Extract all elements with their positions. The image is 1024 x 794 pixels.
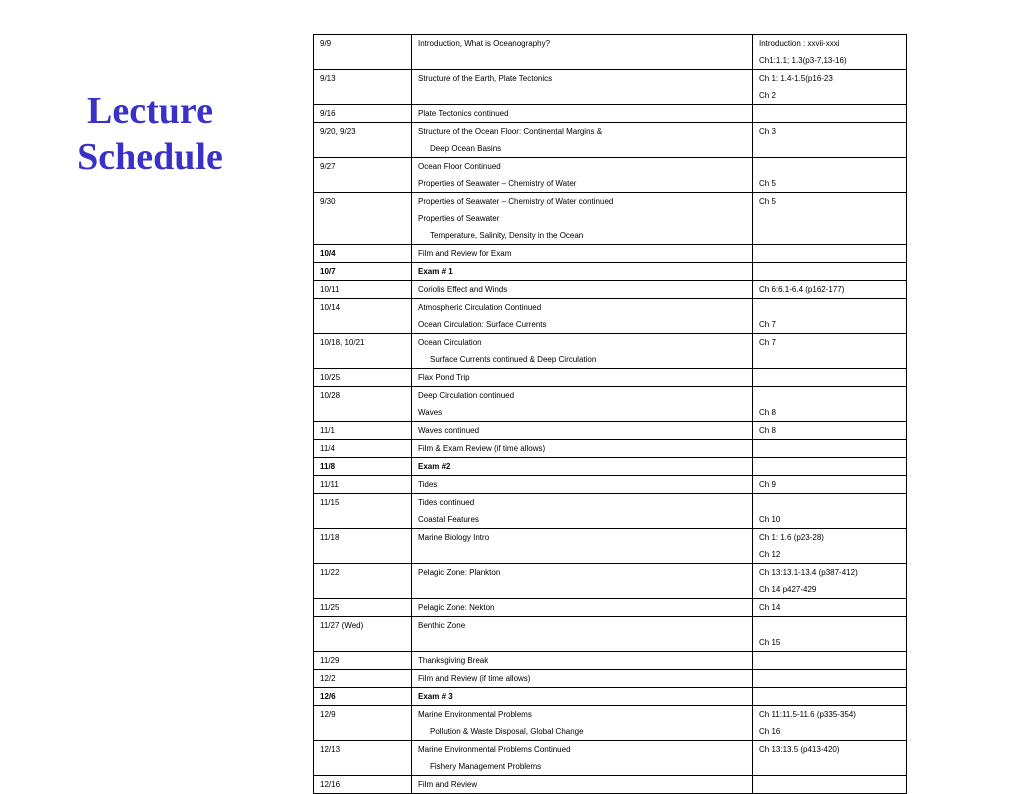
table-row <box>314 193 907 245</box>
topic-cell <box>412 776 753 794</box>
date-cell: 10/25 <box>314 369 412 387</box>
topic-line: Ocean Circulation <box>418 338 482 347</box>
topic-cell <box>412 422 753 440</box>
reading-cell <box>753 123 907 158</box>
topic-cell <box>412 688 753 706</box>
page-title-line2: Schedule <box>77 136 223 178</box>
table-row <box>314 158 907 193</box>
reading-cell <box>753 281 907 299</box>
date-cell: 11/29 <box>314 652 412 670</box>
date-cell: 11/27 (Wed) <box>314 617 412 652</box>
date-cell: 11/4 <box>314 440 412 458</box>
reading-line: Ch 14 <box>759 603 781 612</box>
topic-line: Deep Ocean Basins <box>430 144 502 153</box>
reading-line: Ch 10 <box>759 515 781 524</box>
topic-cell <box>412 105 753 123</box>
reading-line <box>759 617 906 634</box>
reading-cell <box>753 35 907 70</box>
topic-line: Deep Circulation continued <box>418 391 515 400</box>
reading-cell <box>753 387 907 422</box>
topic-line: Structure of the Earth, Plate Tectonics <box>418 74 553 83</box>
date-cell: 11/22 <box>314 564 412 599</box>
topic-cell <box>412 123 753 158</box>
reading-line: Ch 1: 1.4-1.5(p16-23 <box>759 74 833 83</box>
topic-line: Properties of Seawater – Chemistry of Water <box>418 179 577 188</box>
reading-cell <box>753 776 907 794</box>
table-row <box>314 70 907 105</box>
date-cell: 12/6 <box>314 688 412 706</box>
table-row <box>314 670 907 688</box>
topic-cell <box>412 70 753 105</box>
table-row <box>314 776 907 794</box>
reading-cell <box>753 105 907 123</box>
reading-line: Ch 2 <box>759 91 776 100</box>
topic-line: Waves <box>418 408 443 417</box>
date-cell: 11/1 <box>314 422 412 440</box>
table-row <box>314 440 907 458</box>
topic-line: Pelagic Zone: Plankton <box>418 568 501 577</box>
reading-line: Ch 16 <box>759 727 781 736</box>
reading-line <box>759 369 906 386</box>
date-cell: 10/4 <box>314 245 412 263</box>
reading-cell <box>753 158 907 193</box>
reading-cell <box>753 263 907 281</box>
topic-line: Thanksgiving Break <box>418 656 489 665</box>
date-cell: 12/9 <box>314 706 412 741</box>
topic-line: Structure of the Ocean Floor: Continental Margins & <box>418 127 603 136</box>
reading-cell <box>753 334 907 369</box>
topic-line: Benthic Zone <box>418 621 466 630</box>
date-cell: 12/2 <box>314 670 412 688</box>
table-row <box>314 299 907 334</box>
table-row <box>314 281 907 299</box>
table-row <box>314 494 907 529</box>
reading-cell <box>753 458 907 476</box>
reading-line <box>759 263 906 280</box>
topic-cell <box>412 599 753 617</box>
page-title-line1: Lecture <box>87 90 213 132</box>
table-row <box>314 245 907 263</box>
reading-cell <box>753 564 907 599</box>
table-row <box>314 529 907 564</box>
reading-cell <box>753 299 907 334</box>
topic-line: Exam # 1 <box>418 267 453 276</box>
reading-cell <box>753 369 907 387</box>
topic-line: Surface Currents continued & Deep Circulation <box>430 355 597 364</box>
reading-line: Ch 15 <box>759 638 781 647</box>
reading-line: Ch1:1.1; 1.3(p3-7,13-16) <box>759 56 847 65</box>
topic-cell <box>412 245 753 263</box>
table-row <box>314 123 907 158</box>
date-cell: 12/16 <box>314 776 412 794</box>
date-cell: 10/11 <box>314 281 412 299</box>
topic-cell <box>412 263 753 281</box>
topic-cell <box>412 193 753 245</box>
topic-line: Film and Review for Exam <box>418 249 512 258</box>
reading-cell <box>753 706 907 741</box>
reading-line: Ch 9 <box>759 480 776 489</box>
reading-cell <box>753 688 907 706</box>
topic-line: Marine Biology Intro <box>418 533 490 542</box>
reading-line: Ch 1: 1.6 (p23-28) <box>759 533 824 542</box>
table-row <box>314 617 907 652</box>
date-cell: 10/18, 10/21 <box>314 334 412 369</box>
topic-line: Pollution & Waste Disposal, Global Change <box>430 727 584 736</box>
date-cell: 11/11 <box>314 476 412 494</box>
reading-cell <box>753 617 907 652</box>
table-row <box>314 564 907 599</box>
table-row <box>314 35 907 70</box>
date-cell: 12/13 <box>314 741 412 776</box>
reading-line: Ch 8 <box>759 426 776 435</box>
topic-line: Flax Pond Trip <box>418 373 470 382</box>
table-row <box>314 263 907 281</box>
topic-cell <box>412 617 753 652</box>
date-cell: 9/16 <box>314 105 412 123</box>
reading-line <box>759 652 906 669</box>
reading-line <box>759 670 906 687</box>
table-row <box>314 741 907 776</box>
reading-line <box>759 776 906 793</box>
table-row <box>314 652 907 670</box>
topic-cell <box>412 476 753 494</box>
reading-line <box>759 688 906 705</box>
topic-cell <box>412 458 753 476</box>
topic-line: Marine Environmental Problems Continued <box>418 745 571 754</box>
topic-line: Properties of Seawater – Chemistry of Water continued <box>418 197 614 206</box>
date-cell: 11/8 <box>314 458 412 476</box>
reading-line: Ch 3 <box>759 127 776 136</box>
table-row <box>314 369 907 387</box>
reading-line: Ch 6:6.1-6.4 (p162-177) <box>759 285 845 294</box>
table-row <box>314 387 907 422</box>
reading-line: Ch 7 <box>759 320 776 329</box>
reading-line <box>759 158 906 175</box>
reading-line: Ch 5 <box>759 179 776 188</box>
reading-cell <box>753 440 907 458</box>
reading-line <box>759 494 906 511</box>
topic-cell <box>412 706 753 741</box>
reading-cell <box>753 476 907 494</box>
topic-line: Marine Environmental Problems <box>418 710 532 719</box>
schedule-table <box>313 34 907 794</box>
topic-line: Waves continued <box>418 426 480 435</box>
topic-cell <box>412 670 753 688</box>
date-cell: 10/14 <box>314 299 412 334</box>
topic-line: Exam #2 <box>418 462 451 471</box>
date-cell: 11/15 <box>314 494 412 529</box>
table-row <box>314 458 907 476</box>
reading-line <box>759 440 906 457</box>
topic-cell <box>412 652 753 670</box>
reading-cell <box>753 245 907 263</box>
topic-cell <box>412 440 753 458</box>
topic-line: Coriolis Effect and Winds <box>418 285 508 294</box>
reading-cell <box>753 599 907 617</box>
topic-line: Temperature, Salinity, Density in the Ocean <box>430 231 584 240</box>
table-row <box>314 105 907 123</box>
reading-line <box>759 105 906 122</box>
reading-cell <box>753 670 907 688</box>
topic-line: Plate Tectonics continued <box>418 109 509 118</box>
reading-cell <box>753 494 907 529</box>
topic-cell <box>412 741 753 776</box>
table-row <box>314 422 907 440</box>
topic-cell <box>412 299 753 334</box>
reading-cell <box>753 193 907 245</box>
topic-cell <box>412 281 753 299</box>
page-title <box>40 88 260 180</box>
topic-line: Pelagic Zone: Nekton <box>418 603 495 612</box>
reading-line: Ch 14 p427-429 <box>759 585 817 594</box>
date-cell: 10/7 <box>314 263 412 281</box>
reading-line: Introduction : xxvii-xxxi <box>759 39 840 48</box>
reading-line: Ch 11:11.5-11.6 (p335-354) <box>759 710 856 719</box>
table-row <box>314 706 907 741</box>
reading-cell <box>753 70 907 105</box>
reading-cell <box>753 741 907 776</box>
date-cell: 9/9 <box>314 35 412 70</box>
topic-line: Fishery Management Problems <box>430 762 542 771</box>
topic-line: Tides continued <box>418 498 475 507</box>
reading-cell <box>753 529 907 564</box>
topic-line: Properties of Seawater <box>418 214 500 223</box>
table-row <box>314 599 907 617</box>
date-cell: 11/18 <box>314 529 412 564</box>
topic-line: Tides <box>418 480 438 489</box>
table-row <box>314 334 907 369</box>
table-row <box>314 476 907 494</box>
topic-line: Atmospheric Circulation Continued <box>418 303 542 312</box>
reading-line: Ch 13:13.5 (p413-420) <box>759 745 840 754</box>
reading-cell <box>753 422 907 440</box>
topic-line: Film & Exam Review (if time allows) <box>418 444 546 453</box>
date-cell: 10/28 <box>314 387 412 422</box>
topic-cell <box>412 387 753 422</box>
reading-line: Ch 7 <box>759 338 776 347</box>
topic-cell <box>412 334 753 369</box>
topic-cell <box>412 158 753 193</box>
reading-cell <box>753 652 907 670</box>
topic-cell <box>412 564 753 599</box>
reading-line: Ch 12 <box>759 550 781 559</box>
topic-cell <box>412 369 753 387</box>
reading-line <box>759 458 906 475</box>
reading-line: Ch 8 <box>759 408 776 417</box>
date-cell: 11/25 <box>314 599 412 617</box>
topic-line: Ocean Circulation: Surface Currents <box>418 320 547 329</box>
topic-line: Film and Review (if time allows) <box>418 674 531 683</box>
date-cell: 9/30 <box>314 193 412 245</box>
reading-line <box>759 245 906 262</box>
topic-line: Exam # 3 <box>418 692 453 701</box>
date-cell: 9/20, 9/23 <box>314 123 412 158</box>
topic-line: Film and Review <box>418 780 478 789</box>
reading-line: Ch 13:13.1-13.4 (p387-412) <box>759 568 858 577</box>
reading-line <box>759 299 906 316</box>
topic-cell <box>412 35 753 70</box>
date-cell: 9/13 <box>314 70 412 105</box>
topic-line: Introduction, What is Oceanography? <box>418 39 551 48</box>
reading-line: Ch 5 <box>759 197 776 206</box>
topic-cell <box>412 529 753 564</box>
topic-line: Ocean Floor Continued <box>418 162 501 171</box>
reading-line <box>759 387 906 404</box>
schedule-table-body <box>314 35 907 794</box>
topic-cell <box>412 494 753 529</box>
date-cell: 9/27 <box>314 158 412 193</box>
topic-line: Coastal Features <box>418 515 479 524</box>
table-row <box>314 688 907 706</box>
